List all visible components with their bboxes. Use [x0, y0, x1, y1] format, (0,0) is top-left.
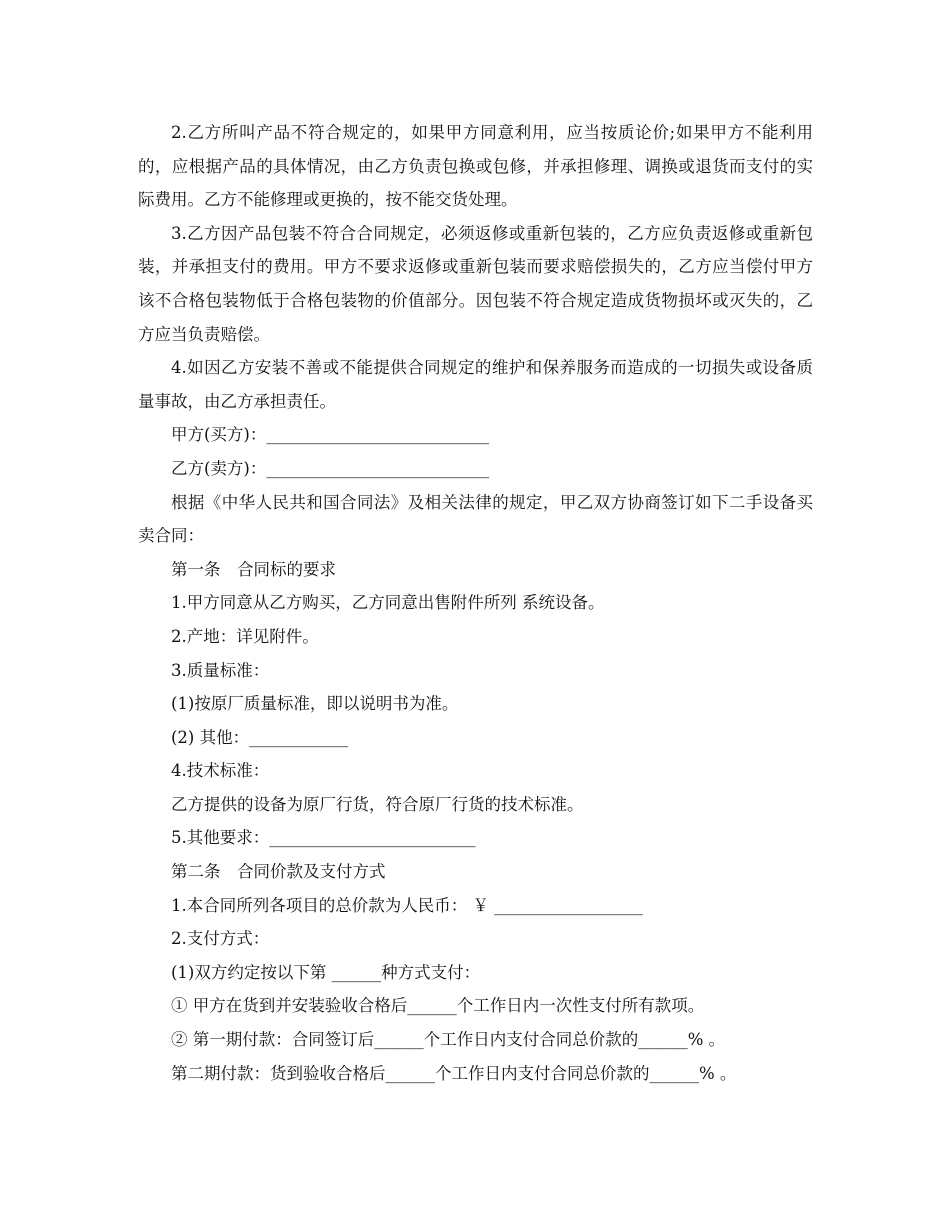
- payment-option-2-second: 第二期付款：货到验收合格后______个工作日内支付合同总价款的______% 。: [171, 1063, 737, 1083]
- clause-3-packaging: 3.乙方因产品包装不符合合同规定，必须返修或重新包装的，乙方应负责返修或重新包装，并承担支付的费用。甲方不要求返修或重新包装而要求赔偿损失的，乙方应当偿付甲方该不合格包装物低于合格包装物的价值部分。因包装不符合规定造成货物损坏或灭失的，乙方应当负责赔偿。: [138, 223, 813, 344]
- article-1-item-5: 5.其他要求：_________________________: [171, 828, 476, 848]
- quality-standard-1: (1)按原厂质量标准，即以说明书为准。: [171, 694, 459, 714]
- document-body: [138, 116, 813, 1090]
- clause-4-installation: 4.如因乙方安装不善或不能提供合同规定的维护和保养服务而造成的一切损失或设备质量事故，由乙方承担责任。: [138, 358, 813, 411]
- article-1-item-4: 4.技术标准：: [171, 761, 270, 781]
- party-b-seller-line: 乙方(卖方)：___________________________: [171, 458, 490, 478]
- clause-2-defective-product: 2.乙方所叫产品不符合规定的，如果甲方同意利用，应当按质论价;如果甲方不能利用的，应根据产品的具体情况，由乙方负责包换或包修，并承担修理、调换或退货而支付的实际费用。乙方不能修理或更换的，按不能交货处理。: [138, 123, 813, 210]
- technical-standard-text: 乙方提供的设备为原厂行货，符合原厂行货的技术标准。: [171, 794, 584, 814]
- quality-standard-2: (2) 其他：____________: [171, 727, 349, 747]
- article-1-item-2: 2.产地：详见附件。: [171, 626, 319, 646]
- payment-option-2-first: ② 第一期付款：合同签订后______个工作日内支付合同总价款的______% 。: [171, 1030, 726, 1050]
- article-2-heading: 第二条 合同价款及支付方式: [171, 862, 386, 882]
- party-a-buyer-line: 甲方(买方)：___________________________: [171, 425, 490, 445]
- contract-preamble: 根据《中华人民共和国合同法》及相关法律的规定，甲乙双方协商签订如下二手设备买卖合同：: [138, 492, 813, 546]
- article-1-item-3: 3.质量标准：: [171, 660, 270, 680]
- article-1-heading: 第一条 合同标的要求: [171, 559, 336, 579]
- article-1-item-1: 1.甲方同意从乙方购买，乙方同意出售附件所列 系统设备。: [171, 593, 605, 613]
- payment-method-choice: (1)双方约定按以下第 ______种方式支付：: [171, 962, 481, 982]
- payment-option-1: ① 甲方在货到并安装验收合格后______个工作日内一次性支付所有款项。: [171, 996, 705, 1016]
- article-2-item-1: 1.本合同所列各项目的总价款为人民币： ￥ __________________: [171, 895, 643, 915]
- article-2-item-2: 2.支付方式：: [171, 929, 270, 949]
